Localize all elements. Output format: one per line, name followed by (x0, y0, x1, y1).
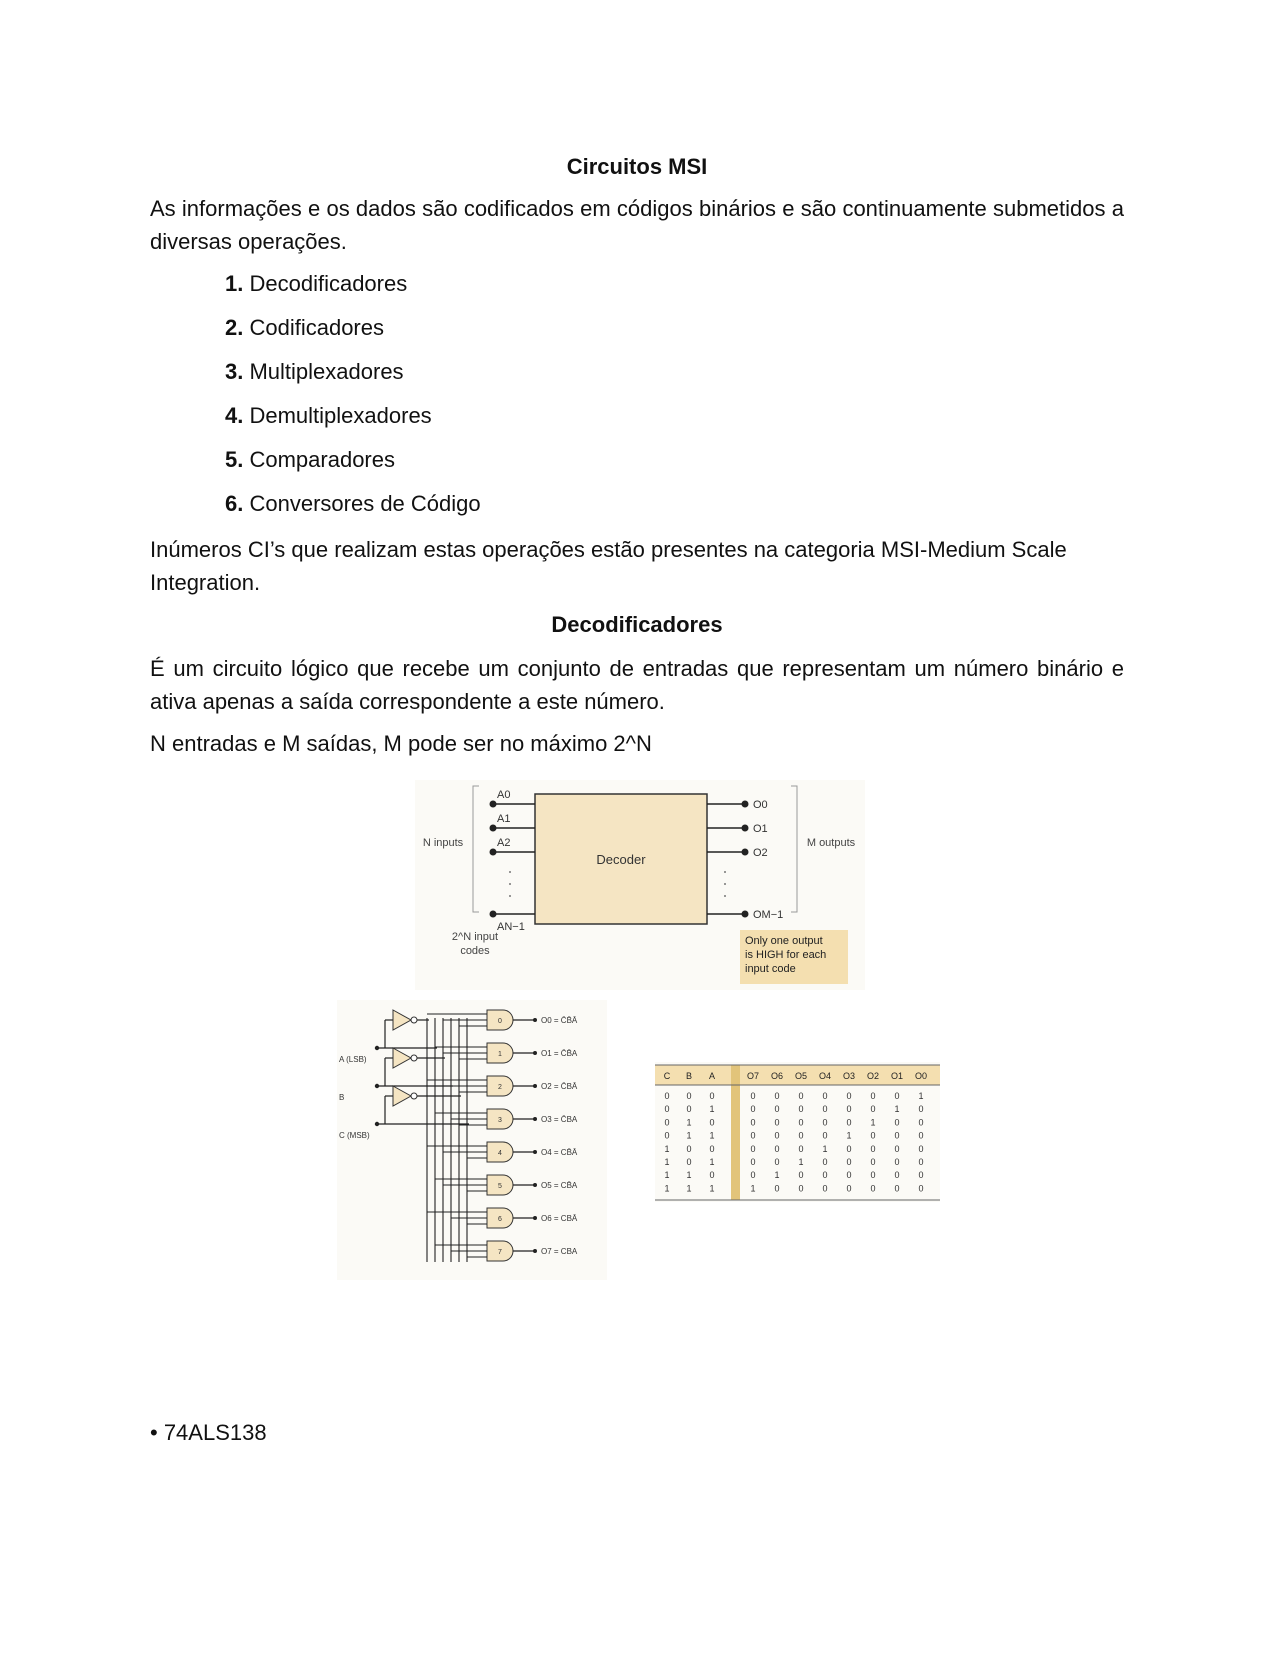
input-terminal (375, 1122, 379, 1126)
list-item (225, 269, 407, 299)
output-terminal (533, 1216, 537, 1220)
table-cell: 0 (846, 1117, 852, 1128)
table-cell: 0 (774, 1183, 780, 1194)
table-cell: 0 (822, 1170, 828, 1181)
table-cell: 0 (686, 1104, 692, 1115)
list-number: 5. (225, 447, 244, 472)
table-cell: 0 (894, 1143, 900, 1154)
list-text: Demultiplexadores (249, 403, 432, 428)
table-cell: 0 (822, 1104, 828, 1115)
table-cell: 0 (750, 1104, 756, 1115)
note-line: is HIGH for each (745, 949, 827, 961)
table-header: O3 (842, 1071, 856, 1081)
page-title: Circuitos MSI (566, 154, 708, 179)
list-item (225, 357, 404, 387)
table-header: A (708, 1071, 716, 1081)
input-label: A2 (497, 837, 511, 849)
list-number: 2. (225, 315, 244, 340)
output-terminal (533, 1084, 537, 1088)
table-cell: 1 (664, 1183, 670, 1194)
table-header: O1 (890, 1071, 904, 1081)
table-cell: 0 (664, 1091, 670, 1101)
table-cell: 0 (798, 1104, 804, 1115)
table-cell: 0 (798, 1170, 804, 1181)
table-cell: 1 (709, 1183, 715, 1194)
output-terminal (533, 1018, 537, 1022)
table-cell: 0 (686, 1143, 692, 1154)
inverter-bubble (411, 1017, 417, 1023)
table-cell: 0 (918, 1143, 924, 1154)
table-cell: 0 (822, 1130, 828, 1141)
input-terminal (375, 1084, 379, 1088)
table-header: O5 (794, 1071, 808, 1081)
input-label: A (LSB) (339, 1055, 367, 1064)
output-label: O1 = C̄B̄A (541, 1049, 578, 1058)
m-outputs-label: M outputs (806, 837, 856, 849)
table-cell: 0 (709, 1091, 715, 1101)
nm-line: N entradas e M saídas, M pode ser no máximo 2^N (150, 731, 652, 756)
table-cell: 0 (774, 1157, 780, 1167)
list-item (225, 445, 395, 475)
table-cell: 0 (918, 1183, 924, 1194)
table-cell: 0 (870, 1104, 876, 1115)
table-cell: 0 (846, 1157, 852, 1167)
table-cell: 0 (686, 1157, 692, 1167)
table-cell: 0 (709, 1143, 715, 1154)
table-cell: 1 (918, 1091, 924, 1101)
note-line: input code (745, 963, 796, 975)
note-line: Only one output (745, 935, 823, 947)
table-cell: 0 (870, 1143, 876, 1154)
table-cell: 1 (846, 1130, 852, 1141)
table-cell: 1 (709, 1157, 715, 1167)
table-header: C (663, 1071, 671, 1081)
input-label: A1 (497, 813, 511, 825)
table-header: O2 (866, 1071, 880, 1081)
table-cell: 1 (686, 1170, 692, 1181)
table-cell: 0 (822, 1157, 828, 1167)
table-cell: 0 (894, 1117, 900, 1128)
output-terminal (533, 1183, 537, 1187)
list-text: Codificadores (249, 315, 384, 340)
table-cell: 0 (774, 1117, 780, 1128)
list-text: Decodificadores (249, 271, 408, 296)
table-cell: 0 (750, 1130, 756, 1141)
table-cell: 1 (894, 1104, 900, 1115)
table-cell: 0 (686, 1091, 692, 1101)
table-cell: 1 (664, 1170, 670, 1181)
table-cell: 1 (686, 1117, 692, 1128)
table-cell: 0 (798, 1091, 804, 1101)
output-label: O1 (753, 823, 768, 835)
output-label: O0 = C̄B̄Ā (541, 1016, 578, 1025)
table-cell: 1 (664, 1143, 670, 1154)
table-cell: 0 (774, 1143, 780, 1154)
n-inputs-label: N inputs (422, 837, 464, 849)
table-cell: 0 (870, 1183, 876, 1194)
table-cell: 0 (894, 1130, 900, 1141)
table-header: B (685, 1071, 693, 1081)
list-number: 6. (225, 491, 244, 516)
output-label: O5 = CB̄A (541, 1181, 578, 1190)
table-cell: 0 (709, 1117, 715, 1128)
list-item (225, 401, 432, 431)
table-cell: 1 (774, 1170, 780, 1181)
table-cell: 0 (709, 1170, 715, 1181)
input-terminal (375, 1046, 379, 1050)
table-cell: 1 (686, 1130, 692, 1141)
table-cell: 0 (870, 1170, 876, 1181)
table-cell: 1 (870, 1117, 876, 1128)
input-label: C (MSB) (339, 1131, 370, 1140)
table-cell: 0 (798, 1130, 804, 1141)
table-cell: 0 (846, 1143, 852, 1154)
table-cell: 0 (664, 1104, 670, 1115)
list-item (225, 313, 384, 343)
decoder-paragraph: É um circuito lógico que recebe um conjunto de entradas que representam um número binário e ativa apenas a saída correspondente a este número. (150, 656, 1124, 714)
table-cell: 0 (798, 1117, 804, 1128)
table-header: O7 (746, 1071, 760, 1081)
decoder-block-diagram (415, 780, 865, 990)
decoder-logic-diagram (337, 1000, 607, 1280)
table-cell: 0 (846, 1170, 852, 1181)
table-cell: 0 (846, 1091, 852, 1101)
table-cell: 0 (774, 1130, 780, 1141)
table-cell: 0 (822, 1091, 828, 1101)
output-label: O2 = C̄BĀ (541, 1082, 578, 1091)
table-cell: 0 (918, 1170, 924, 1181)
output-terminal (533, 1249, 537, 1253)
output-label: O3 = C̄BA (541, 1115, 578, 1124)
table-cell: 0 (846, 1104, 852, 1115)
table-cell: 0 (822, 1183, 828, 1194)
table-cell: 0 (774, 1104, 780, 1115)
list-text: Comparadores (249, 447, 395, 472)
input-label: B (339, 1093, 345, 1102)
gate-number: 7 (498, 1249, 502, 1256)
output-label: O7 = CBA (541, 1247, 578, 1256)
output-label: O2 (753, 847, 768, 859)
list-number: 4. (225, 403, 244, 428)
table-header: O0 (914, 1071, 928, 1081)
table-cell: 0 (894, 1157, 900, 1167)
list-text: Multiplexadores (249, 359, 404, 384)
table-header: O4 (818, 1071, 832, 1081)
table-cell: 0 (918, 1104, 924, 1115)
table-cell: 0 (750, 1091, 756, 1101)
table-cell: 0 (870, 1130, 876, 1141)
inverter-bubble (411, 1055, 417, 1061)
inverter-bubble (411, 1093, 417, 1099)
truth-table (655, 1062, 940, 1202)
table-cell: 0 (664, 1117, 670, 1128)
input-label: AN−1 (497, 921, 525, 933)
table-cell: 0 (918, 1117, 924, 1128)
output-terminal (533, 1051, 537, 1055)
list-number: 3. (225, 359, 244, 384)
table-cell: 0 (894, 1091, 900, 1101)
list-number: 1. (225, 271, 244, 296)
gate-number: 0 (498, 1018, 502, 1025)
table-cell: 0 (750, 1117, 756, 1128)
gate-number: 6 (498, 1216, 502, 1223)
table-cell: 0 (918, 1157, 924, 1167)
gate-number: 2 (498, 1084, 502, 1091)
list-text: Conversores de Código (249, 491, 481, 516)
output-label: O4 = CB̄Ā (541, 1148, 578, 1157)
input-label: A0 (497, 789, 511, 801)
table-cell: 0 (664, 1130, 670, 1141)
decoder-label: Decoder (596, 852, 646, 867)
table-cell: 0 (750, 1143, 756, 1154)
gate-number: 1 (498, 1051, 502, 1058)
table-cell: 0 (822, 1117, 828, 1128)
table-cell: 0 (870, 1091, 876, 1101)
output-terminal (533, 1150, 537, 1154)
output-label: OM−1 (753, 909, 784, 921)
table-cell: 1 (686, 1183, 692, 1194)
table-cell: 1 (822, 1143, 828, 1154)
table-cell: 0 (918, 1130, 924, 1141)
gate-number: 3 (498, 1117, 502, 1124)
output-label: O6 = CBĀ (541, 1214, 578, 1223)
msi-paragraph: Inúmeros CI’s que realizam estas operações estão presentes na categoria MSI-Medium Scale Integration. (150, 537, 1067, 595)
table-cell: 1 (798, 1157, 804, 1167)
table-cell: 0 (750, 1157, 756, 1167)
table-cell: 0 (798, 1183, 804, 1194)
table-cell: 0 (774, 1091, 780, 1101)
section-title: Decodificadores (551, 612, 723, 637)
table-cell: 1 (709, 1104, 715, 1115)
intro-paragraph: As informações e os dados são codificados em códigos binários e são continuamente submetidos a diversas operações. (150, 196, 1124, 254)
output-label: O0 (753, 799, 768, 811)
table-cell: 0 (870, 1157, 876, 1167)
table-cell: 1 (750, 1183, 756, 1194)
table-cell: 0 (894, 1183, 900, 1194)
table-cell: 0 (798, 1143, 804, 1154)
gate-number: 4 (498, 1150, 502, 1157)
list-item (225, 489, 481, 519)
output-terminal (533, 1117, 537, 1121)
table-cell: 1 (709, 1130, 715, 1141)
gate-number: 5 (498, 1183, 502, 1190)
table-cell: 0 (846, 1183, 852, 1194)
table-cell: 0 (894, 1170, 900, 1181)
table-header: O6 (770, 1071, 784, 1081)
table-cell: 0 (750, 1170, 756, 1181)
table-cell: 1 (664, 1157, 670, 1167)
bullet-item: • 74ALS138 (150, 1420, 267, 1445)
input-codes-label: 2^N input codes (451, 931, 499, 957)
